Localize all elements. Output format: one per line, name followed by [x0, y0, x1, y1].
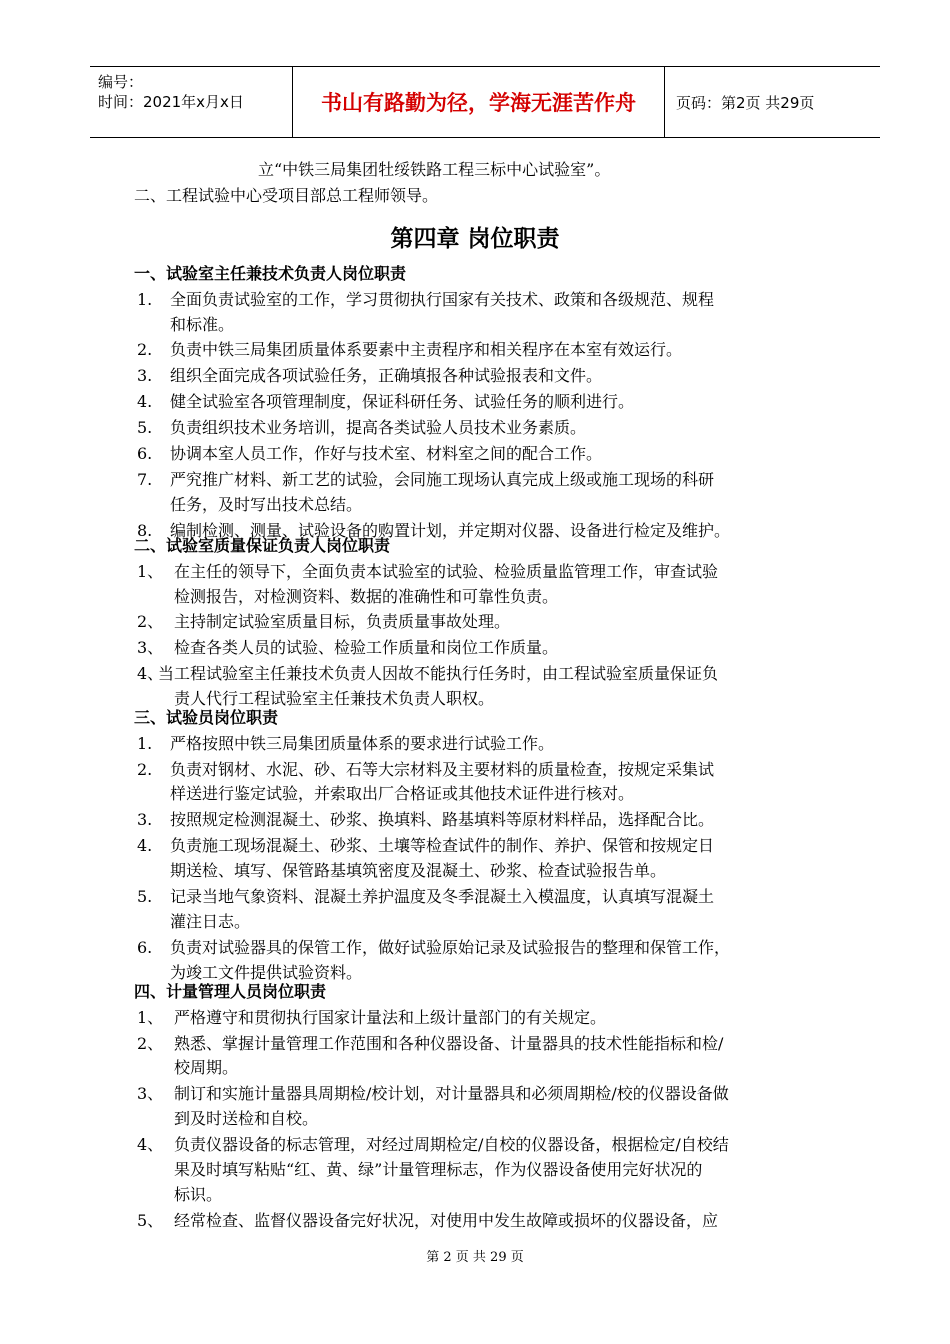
list-item-text: 严究推广材料、新工艺的试验，会同施工现场认真完成上级或施工现场的科研 [170, 470, 715, 490]
list-item-number: 8. [137, 520, 153, 540]
list-item-text: 在主任的领导下，全面负责本试验室的试验、检验质量监管理工作，审查试验 [174, 561, 719, 581]
list-item-text: 全面负责试验室的工作，学习贯彻执行国家有关技术、政策和各级规范、规程 [170, 289, 715, 309]
list-item-text: 责人代行工程试验室主任兼技术负责人职权。 [174, 689, 495, 709]
list-item-text: 和标准。 [170, 314, 235, 334]
list-item-text: 校周期。 [174, 1058, 239, 1078]
list-item-text: 标识。 [174, 1184, 223, 1204]
list-item-text: 果及时填写粘贴“红、黄、绿”计量管理标志，作为仪器设备使用完好状况的 [174, 1159, 703, 1179]
list-item-text: 检查各类人员的试验、检验工作质量和岗位工作质量。 [174, 638, 559, 658]
list-item-text: 检测报告，对检测资料、数据的准确性和可靠性负责。 [174, 586, 559, 606]
list-item-text: 负责组织技术业务培训，提高各类试验人员技术业务素质。 [170, 418, 587, 438]
list-item-text: 记录当地气象资料、混凝土养护温度及冬季混凝土入模温度，认真填写混凝土 [170, 887, 715, 907]
time-label: 时间：2021年x月x日 [98, 93, 244, 111]
list-item-text: 负责中铁三局集团质量体系要素中主责程序和相关程序在本室有效运行。 [170, 340, 683, 360]
list-item-number: 2. [137, 759, 153, 779]
section-title: 二、试验室质量保证负责人岗位职责 [134, 536, 391, 555]
list-item-text: 任务，及时写出技术总结。 [170, 494, 363, 514]
list-item-text: 到及时送检和自校。 [174, 1109, 319, 1129]
header-info-cell [90, 67, 293, 137]
doc-number-label: 编号： [98, 73, 144, 91]
list-item-text: 健全试验室各项管理制度，保证科研任务、试验任务的顺利进行。 [170, 392, 635, 412]
list-item-number: 4. [137, 836, 153, 856]
list-item-text: 期送检、填写、保管路基填筑密度及混凝土、砂浆、检查试验报告单。 [170, 861, 667, 881]
list-item-number: 3、 [137, 1084, 164, 1104]
list-item-number: 1、 [137, 561, 164, 581]
list-item-number: 4、 [137, 664, 164, 684]
list-item-number: 5. [137, 418, 153, 438]
list-item-text: 熟悉、掌握计量管理工作范围和各种仪器设备、计量器具的技术性能指标和检/ [174, 1033, 724, 1053]
list-item-number: 5、 [137, 1210, 164, 1230]
list-item-text: 负责施工现场混凝土、砂浆、土壤等检查试件的制作、养护、保管和按规定日 [170, 836, 715, 856]
list-item-number: 3、 [137, 638, 164, 658]
list-item-text: 组织全面完成各项试验任务，正确填报各种试验报表和文件。 [170, 366, 603, 386]
list-item-text: 严格按照中铁三局集团质量体系的要求进行试验工作。 [170, 733, 555, 753]
section-title: 四、计量管理人员岗位职责 [134, 982, 327, 1001]
list-item-number: 3. [137, 366, 153, 386]
list-item-text: 负责对试验器具的保管工作，做好试验原始记录及试验报告的整理和保管工作， [170, 937, 731, 957]
list-item-number: 3. [137, 810, 153, 830]
list-item-text: 为竣工文件提供试验资料。 [170, 962, 363, 982]
section-title: 三、试验员岗位职责 [134, 708, 279, 727]
list-item-number: 6. [137, 937, 153, 957]
list-item-number: 7. [137, 470, 153, 490]
list-item-text: 制订和实施计量器具周期检/校计划，对计量器具和必须周期检/校的仪器设备做 [174, 1084, 729, 1104]
list-item-number: 4. [137, 392, 153, 412]
header-table [90, 66, 880, 138]
section-title: 一、试验室主任兼技术负责人岗位职责 [134, 264, 407, 283]
header-motto: 书山有路勤为径，学海无涯苦作舟 [293, 67, 665, 137]
chapter-title: 第四章 岗位职责 [390, 226, 560, 252]
list-item-text: 负责仪器设备的标志管理，对经过周期检定/自校的仪器设备，根据检定/自校结 [174, 1135, 729, 1155]
list-item-text: 按照规定检测混凝土、砂浆、换填料、路基填料等原材料样品，选择配合比。 [170, 810, 715, 830]
list-item-text: 当工程试验室主任兼技术负责人因故不能执行任务时，由工程试验室质量保证负 [158, 664, 719, 684]
list-item-number: 6. [137, 444, 153, 464]
page-footer: 第 2 页 共 29 页 [426, 1250, 524, 1265]
intro-line: 立“中铁三局集团牡绥铁路工程三标中心试验室”。 [258, 160, 611, 179]
list-item-text: 灌注日志。 [170, 911, 251, 931]
list-item-number: 2. [137, 340, 153, 360]
list-item-text: 样送进行鉴定试验，并索取出厂合格证或其他技术证件进行核对。 [170, 784, 635, 804]
list-item-number: 1、 [137, 1007, 164, 1027]
list-item-number: 1. [137, 733, 153, 753]
list-item-text: 严格遵守和贯彻执行国家计量法和上级计量部门的有关规定。 [174, 1007, 607, 1027]
list-item-text: 负责对钢材、水泥、砂、石等大宗材料及主要材料的质量检查，按规定采集试 [170, 759, 715, 779]
list-item-number: 2、 [137, 612, 164, 632]
intro-line: 二、工程试验中心受项目部总工程师领导。 [134, 186, 439, 205]
list-item-number: 4、 [137, 1135, 164, 1155]
list-item-number: 5. [137, 887, 153, 907]
header-page-label: 页码：第2页 共29页 [676, 93, 815, 112]
list-item-text: 经常检查、监督仪器设备完好状况，对使用中发生故障或损坏的仪器设备，应 [174, 1210, 719, 1230]
list-item-text: 编制检测、测量、试验设备的购置计划，并定期对仪器、设备进行检定及维护。 [170, 520, 731, 540]
list-item-number: 1. [137, 289, 153, 309]
list-item-text: 协调本室人员工作，作好与技术室、材料室之间的配合工作。 [170, 444, 603, 464]
list-item-number: 2、 [137, 1033, 164, 1053]
list-item-text: 主持制定试验室质量目标，负责质量事故处理。 [174, 612, 511, 632]
